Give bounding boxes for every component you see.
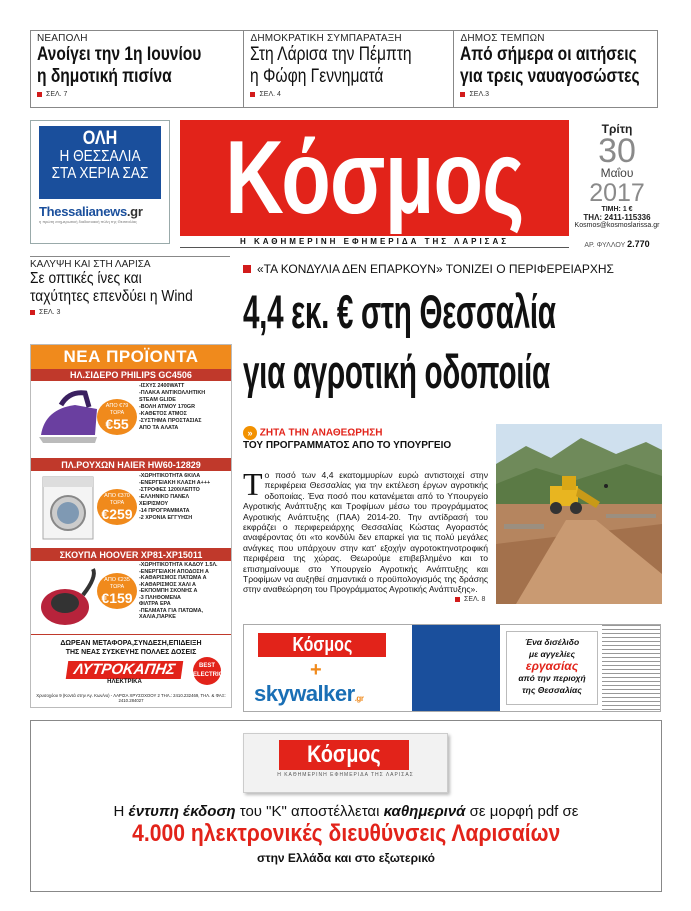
main-story-photo xyxy=(496,424,662,604)
main-headline-line1: 4,4 εκ. € στη Θεσσαλία xyxy=(243,285,556,338)
teaser-headline-line1: Στη Λάρισα την Πέμπτη xyxy=(250,44,413,65)
ad-price-was: ΑΠΟ €235 xyxy=(104,577,130,583)
masthead-subtitle: Η ΚΑΘΗΜΕΡΙΝΗ ΕΦΗΜΕΡΙΔΑ ΤΗΣ ΛΑΡΙΣΑΣ xyxy=(180,236,569,248)
teaser-headline-line1: Από σήμερα οι αιτήσεις xyxy=(460,44,638,65)
page-ref-label: ΣΕΛ. 8 xyxy=(464,596,486,603)
promo-line2 xyxy=(31,820,661,848)
promo-line1 xyxy=(31,803,661,820)
thessalianews-ad[interactable] xyxy=(30,120,170,244)
promo-line3: στην Ελλάδα και στο εξωτερικό xyxy=(257,851,435,865)
ad-features xyxy=(139,562,218,621)
teaser-wind[interactable] xyxy=(30,256,230,338)
promo-line2-text: 4.000 ηλεκτρονικές διευθύνσεις Λαρισαίων xyxy=(131,820,561,847)
ad-price-badge xyxy=(97,573,137,609)
iron-icon xyxy=(35,383,105,453)
ad-price-now: €259 xyxy=(101,506,133,522)
drop-cap: Τ xyxy=(243,466,263,502)
red-square-icon xyxy=(30,310,35,315)
ad-feature: -ΚΑΘΑΡΙΣΜΟΣ ΧΑΛΙ Α xyxy=(139,581,196,588)
ad-feature: STEAM GLIDE xyxy=(139,397,176,403)
ad-product-title: ΣΚΟΥΠΑ HOOVER XP81-XP15011 xyxy=(31,549,231,561)
teaser-headline-line2: η δημοτική πισίνα xyxy=(37,66,172,87)
thessalianews-banner xyxy=(39,126,161,199)
thumbnail-subtitle: Η ΚΑΘΗΜΕΡΙΝΗ ΕΦΗΜΕΡΙΔΑ ΤΗΣ ΛΑΡΙΣΑΣ xyxy=(277,772,414,778)
ad-feature: -ΧΩΡΗΤΙΚΟΤΗΤΑ 6ΚΙΛΑ xyxy=(139,473,201,479)
jobs-card-line5: της Θεσσαλίας xyxy=(522,685,582,695)
ad-price-now: €55 xyxy=(105,416,129,432)
store-name: ΛΥΤΡΟΚΑΠΗΣ xyxy=(66,661,184,679)
red-square-icon xyxy=(37,92,42,97)
teaser-kicker: ΝΕΑΠΟΛΗ xyxy=(37,33,88,44)
promo-l1-e: σε μορφή pdf σε xyxy=(465,803,579,820)
skywalker-banner[interactable] xyxy=(243,624,661,712)
teaser-kicker: ΔΗΜΟΚΡΑΤΙΚΗ ΣΥΜΠΑΡΑΤΑΞΗ xyxy=(250,33,402,44)
ad-feature: -ΕΝΕΡΓΕΙΑΚΗ ΑΠΟΔΟΣΗ Α xyxy=(139,568,209,575)
skywalker-left xyxy=(244,625,412,711)
ad-product-title: ΠΛ.ΡΟΥΧΩΝ HAIER HW60-12829 xyxy=(31,459,231,471)
best-electric-logo: BEST ELECTRIC xyxy=(193,657,221,685)
ad-feature: -2 ΧΡΟΝΙΑ ΕΓΓΥΗΣΗ xyxy=(139,515,193,521)
thessalianews-logo-main: Thessalianews xyxy=(39,204,127,219)
ad-feature: -ΠΕΛΜΑΤΑ ΓΙΑ ΠΑΤΩΜΑ, xyxy=(139,607,203,614)
ad-feature: -ΚΑΘΕΤΟΣ ΑΤΜΟΣ xyxy=(139,411,187,417)
jobs-card-line1: Ένα δισέλιδο xyxy=(524,637,580,647)
page-ref xyxy=(37,91,237,98)
red-square-icon xyxy=(250,92,255,97)
washing-machine-icon xyxy=(39,473,99,543)
ad-feature: -14 ΠΡΟΓΡΑΜΜΑΤΑ xyxy=(139,508,190,514)
teaser-tempon[interactable] xyxy=(454,31,685,107)
masthead xyxy=(180,120,569,236)
main-story-text: ο ποσό των 4,4 εκατομμυρίων ευρώ αντιστοιχεί στην περιφέρεια Θεσσαλίας για την εκτέλεση έργων αγροτικής οδοποιίας. Ένα ποσό που κατανέμεται από το Υπουργείο Αγροτικής Ανάπτυξης και Τροφίμων μέσω του προγράμματος Αγροτικής Ανάπτυξης (ΠΑΑ) 2014-20. Την αντίδρασή του εκφράζει ο περιφερειάρχης Θεσσαλίας Κώστας Αγοραστός αναφέροντας ότι «το κονδύλι δεν επαρκεί για τις πολύ μεγάλες ανάγκες που υπάρχουν στην κατ' εξοχήν αγροτοκτηνοτροφική περιφέρεια της χώρας. Θεωρούμε επιβεβλημένο και το επισημαίνουμε στο Υπουργείο Αγροτικής Ανάπτυξης και Τροφίμων να αυξηθεί σημαντικά ο προϋπολογισμός της δράσης στην αναθεώρηση του Προγράμματος Αγροτικής Ανάπτυξης». xyxy=(243,470,488,595)
jobs-card-line2: με αγγελίες xyxy=(528,649,576,659)
skywalker-logo-tld: .gr xyxy=(354,694,364,703)
ad-feature: -ΕΝΕΡΓΕΙΑΚΗ ΚΛΑΣΗ Α+++ xyxy=(139,480,211,486)
date-number: 30 xyxy=(598,132,636,170)
ad-feature: -ΣΤΡΟΦΕΣ 1200/ΛΕΠΤΟ xyxy=(139,487,200,493)
ad-feature: -ΚΑΘΑΡΙΣΜΟΣ ΠΑΤΩΜΑ Α xyxy=(139,575,207,581)
date-year: 2017 xyxy=(589,179,645,207)
teaser-headline-line2: για τρεις ναυαγοσώστες xyxy=(460,66,641,87)
jobs-card-line3: εργασίας xyxy=(525,659,579,673)
classifieds-texture xyxy=(602,625,660,711)
ad-product-title: ΗΛ.ΣΙΔΕΡΟ PHILIPS GC4506 xyxy=(31,369,231,381)
ad-feature: -3 ΠΛΗΘΟΜΕΝΑ xyxy=(139,594,181,601)
ad-feature: ΑΠΟ ΤΑ ΑΛΑΤΑ xyxy=(139,425,179,431)
ad-price-now-label: ΤΩΡΑ xyxy=(109,500,125,506)
teaser-dimokratiki[interactable] xyxy=(244,31,454,107)
teaser-headline-line1: Ανοίγει την 1η Ιουνίου xyxy=(37,44,202,65)
ad-features xyxy=(139,473,210,522)
subkicker-line1-text: ΖΗΤΑ ΤΗΝ ΑΝΑΘΕΩΡΗΣΗ xyxy=(259,427,383,439)
double-arrow-icon: » xyxy=(243,426,257,440)
skywalker-logo-text: skywalker xyxy=(254,681,355,706)
ad-feature: -ΠΛΑΚΑ ΑΝΤΙΚΟΛΛΗΤΙΚΗ xyxy=(139,390,206,396)
teaser-kicker: ΚΑΛΥΨΗ ΚΑΙ ΣΤΗ ΛΑΡΙΣΑ xyxy=(30,259,151,270)
email-link[interactable]: Kosmos@kosmoslarissa.gr xyxy=(574,222,660,229)
ad-price-was: ΑΠΟ €79 xyxy=(105,403,129,409)
date-day: Τρίτη xyxy=(601,122,633,136)
plus-sign: + xyxy=(310,659,322,681)
ad-product-washer[interactable] xyxy=(31,459,231,549)
teaser-bar xyxy=(30,30,658,108)
ad-header: ΝΕΑ ΠΡΟΪΟΝΤΑ xyxy=(31,345,231,369)
issue-value: 2.770 xyxy=(627,239,650,249)
ad-product-vacuum[interactable] xyxy=(31,549,231,635)
thumbnail-masthead-text: Κόσμος xyxy=(307,741,381,768)
ad-feature: -ΙΣΧΥΣ 2400WATT xyxy=(139,383,185,389)
main-story-body xyxy=(243,466,488,595)
page-ref-label: ΣΕΛ. 4 xyxy=(259,91,281,98)
thessalianews-logo-tld: .gr xyxy=(126,204,143,219)
price: ΤΙΜΗ: 1 € xyxy=(601,206,633,213)
ad-features xyxy=(139,383,205,432)
ad-price-badge xyxy=(97,399,137,435)
appliance-ad[interactable] xyxy=(30,344,232,708)
ad-footer xyxy=(31,635,231,657)
subkicker-line2: ΤΟΥ ΠΡΟΓΡΑΜΜΑΤΟΣ ΑΠΟ ΤΟ ΥΠΟΥΡΓΕΙΟ xyxy=(243,440,452,451)
red-square-icon xyxy=(243,265,251,273)
thessalianews-line3: ΣΤΑ ΧΕΡΙΑ ΣΑΣ xyxy=(51,165,149,182)
skywalker-divider xyxy=(412,625,500,711)
red-square-icon xyxy=(460,92,465,97)
ad-price-now-label: ΤΩΡΑ xyxy=(109,410,125,416)
page-ref-label: ΣΕΛ.3 xyxy=(469,91,489,98)
ad-feature: -ΕΛΛΗΝΙΚΟ ΠΑΝΕΛ xyxy=(139,494,190,500)
skywalker-logo xyxy=(254,681,363,707)
teaser-headline-line2: η Φώφη Γεννηματά xyxy=(250,66,384,87)
ad-price-now: €159 xyxy=(101,590,133,606)
ad-price-now-label: ΤΩΡΑ xyxy=(109,584,125,590)
main-story-kicker-text: «ΤΑ ΚΟΝΔΥΛΙΑ ΔΕΝ ΕΠΑΡΚΟΥΝ» ΤΟΝΙΖΕΙ Ο ΠΕΡΙΦΕΡΕΙΑΡΧΗΣ xyxy=(257,262,614,276)
thessalianews-tagline: η πρώτη ενημερωτική διαδικτυακή πύλη της Θεσσαλίας xyxy=(39,219,137,224)
promo-l1-a: Η xyxy=(113,803,129,820)
issue-number xyxy=(573,239,661,249)
date-box xyxy=(573,120,661,238)
page-ref-label: ΣΕΛ. 3 xyxy=(39,309,61,316)
store-subtitle: ΗΛΕΚΤΡΙΚΑ xyxy=(107,679,142,685)
vacuum-icon xyxy=(35,565,101,631)
thessalianews-line2: Η ΘΕΣΣΑΛΙΑ xyxy=(59,148,141,165)
ad-product-iron[interactable] xyxy=(31,369,231,459)
ad-feature: -ΒΟΛΗ ΑΤΜΟΥ 170GR xyxy=(139,404,195,410)
subkicker-line1 xyxy=(243,426,488,440)
main-story-kicker xyxy=(243,262,661,276)
thessalianews-line1: ΟΛΗ xyxy=(82,128,118,149)
main-headline[interactable] xyxy=(243,282,663,402)
jobs-card-line4: από την περιοχή xyxy=(518,673,586,683)
issue-label: ΑΡ. ΦΥΛΛΟΥ xyxy=(584,242,626,249)
red-square-icon xyxy=(455,597,460,602)
kosmos-logo-text: Κόσμος xyxy=(292,634,352,656)
phone: ΤΗΛ: 2411-115336 xyxy=(583,213,651,222)
kosmos-logo xyxy=(258,633,386,657)
page-ref xyxy=(250,91,447,98)
thessalianews-logo xyxy=(31,199,169,219)
newspaper-thumbnail xyxy=(243,733,448,793)
thumbnail-masthead xyxy=(279,740,409,770)
teaser-headline-line2: ταχύτητες επενδύει η Wind xyxy=(30,288,193,305)
ad-price-badge xyxy=(97,489,137,525)
promo-l1-d: καθημερινά xyxy=(383,803,466,820)
main-story-subkicker xyxy=(243,426,488,451)
teaser-kicker: ΔΗΜΟΣ ΤΕΜΠΩΝ xyxy=(460,33,545,44)
store-address: Χρυσοχόου 9 (Κοντά στην Αγ. Κων/νο) - ΛΑΡΙΣΑ ΧΡΥΣΟΧΟΟΥ 2 ΤΗΛ.: 2410.232469, ΤΗΛ. & ΦΑΞ: 2410.284027 xyxy=(36,693,226,703)
ad-feature: ΦΙΛΤΡΑ ΕΡΑ xyxy=(139,601,171,607)
store-logo xyxy=(39,661,223,687)
page-ref-label: ΣΕΛ. 7 xyxy=(46,91,68,98)
roadwork-photo xyxy=(496,424,662,604)
promo-l1-b: έντυπη έκδοση xyxy=(128,803,236,820)
masthead-title: Κόσμος xyxy=(225,120,524,236)
ad-feature: ΧΑΛΙΑ,ΠΑΡΚΕ xyxy=(139,614,176,620)
jobs-card xyxy=(506,631,598,705)
ad-price-was: ΑΠΟ €370 xyxy=(104,493,130,499)
page-ref xyxy=(455,596,485,603)
ad-feature: ΧΕΙΡΙΣΜΟΥ xyxy=(139,501,169,507)
pdf-promo[interactable] xyxy=(30,720,662,892)
ad-feature: -ΧΩΡΗΤΙΚΟΤΗΤΑ ΚΑΔΟΥ 1.5Λ. xyxy=(139,562,218,568)
promo-l1-c: του "Κ" αποστέλλεται xyxy=(235,803,384,820)
main-headline-line2: για αγροτική οδοποιία xyxy=(243,345,550,398)
date-month: Μαΐου xyxy=(600,166,634,180)
teaser-headline-line1: Σε οπτικές ίνες και xyxy=(30,270,142,287)
skywalker-right xyxy=(500,625,660,711)
page-ref xyxy=(460,91,679,98)
ad-footer-line2: ΤΗΣ ΝΕΑΣ ΣΥΣΚΕΥΗΣ ΠΟΛΛΕΣ ΔΟΣΕΙΣ xyxy=(65,649,197,656)
teaser-neapoli[interactable] xyxy=(31,31,244,107)
ad-feature: -ΕΚΠΟΜΠΗ ΣΚΟΝΗΣ Α xyxy=(139,588,198,594)
page-ref xyxy=(30,309,230,316)
ad-footer-line1: ΔΩΡΕΑΝ ΜΕΤΑΦΟΡΑ,ΣΥΝΔΕΣΗ,ΕΠΙΔΕΙΞΗ xyxy=(60,640,202,647)
ad-feature: -ΣΥΣΤΗΜΑ ΠΡΟΣΤΑΣΙΑΣ xyxy=(139,418,202,424)
